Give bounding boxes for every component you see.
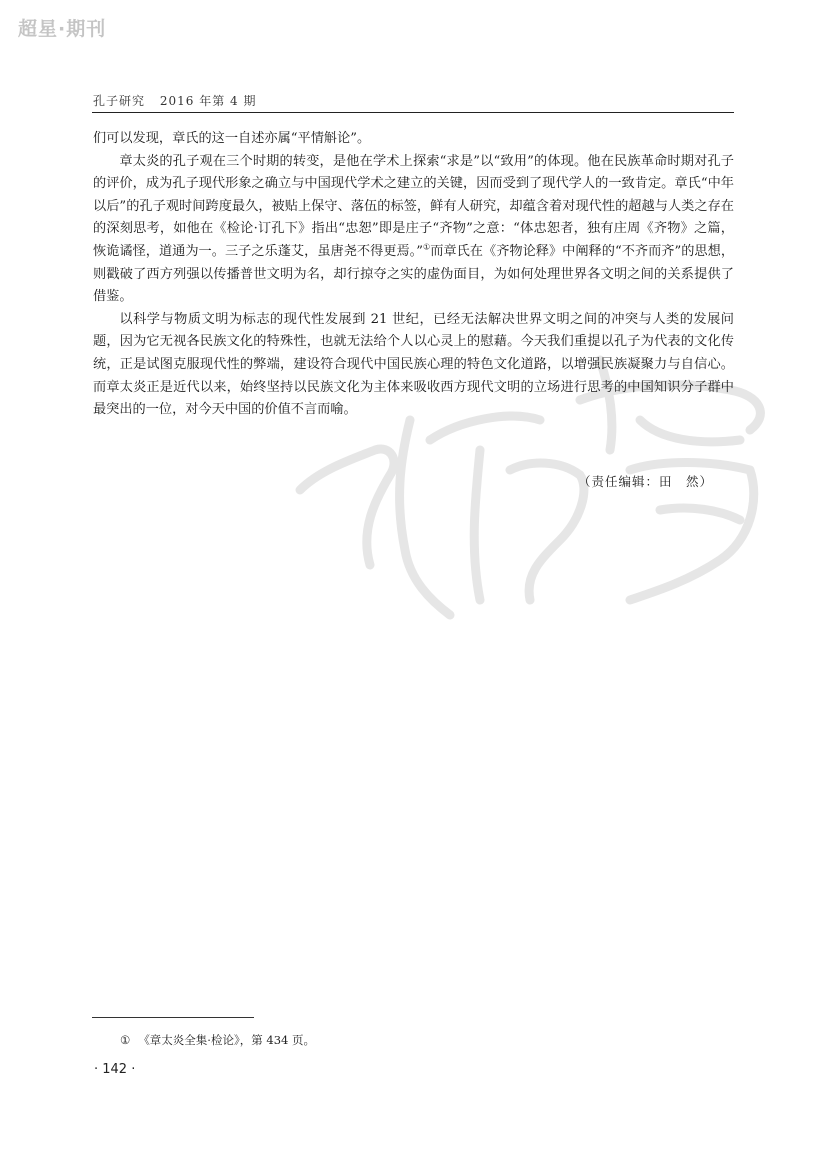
running-header	[93, 92, 266, 109]
responsible-editor: （责任编辑：田 然）	[578, 474, 714, 489]
footnote-1	[120, 1032, 315, 1048]
footnote-reference-1[interactable]: ①	[423, 242, 431, 252]
article-body	[93, 128, 734, 422]
paragraph-3: 以科学与物质文明为标志的现代性发展到 21 世纪，已经无法解决世界文明之间的冲突与人类的发展问题，因为它无视各民族文化的特殊性，也就无法给个人以心灵上的慰藉。今天我们重提以孔子为代表的文化传统，正是试图克服现代性的弊端，建设符合现代中国民族心理的特色文化道路，以增强民族凝聚力与自信心。而章太炎正是近代以来，始终坚持以民族文化为主体来吸收西方现代文明的立场进行思考的中国知识分子群中最突出的一位，对今天中国的价值不言而喻。	[93, 311, 734, 418]
page-number: · 142 ·	[94, 1062, 136, 1077]
footnote-rule	[92, 1017, 254, 1018]
paragraph-2-tail: 而章氏在《齐物论释》中阐释的“不齐而齐”的思想，则戳破了西方列强以传播普世文明为名，却行掠夺之实的虚伪面目，为如何处理世界各文明之间的关系提供了借鉴。	[93, 243, 735, 305]
paragraph-1: 们可以发现，章氏的这一自述亦属“平情斛论”。	[93, 131, 371, 146]
journal-name: 孔子研究	[93, 94, 146, 108]
footnote-text: 《章太炎全集·检论》，第 434 页。	[138, 1033, 315, 1047]
brand-logo: 超星·期刊	[18, 18, 107, 40]
header-rule	[92, 112, 734, 113]
footnote-mark: ①	[120, 1033, 131, 1047]
paragraph-2-main: 章太炎的孔子观在三个时期的转变，是他在学术上探索“求是”以“致用”的体现。他在民族革命时期对孔子的评价，成为孔子现代形象之确立与中国现代学术之建立的关键，因而受到了现代学人的一致肯定。章氏“中年以后”的孔子观时间跨度最久，被贴上保守、落伍的标签，鲜有人研究，却蕴含着对现代性的超越与人类之存在的深刻思考，如他在《检论·订孔下》指出“忠恕”即是庄子“齐物”之意：“体忠恕者，独有庄周《齐物》之篇，恢诡谲怪，道通为一。三子之乐蓬艾，虽唐尧不得更焉。”	[93, 153, 734, 259]
journal-issue: 2016 年第 4 期	[159, 94, 257, 108]
paragraph-2	[93, 151, 734, 309]
